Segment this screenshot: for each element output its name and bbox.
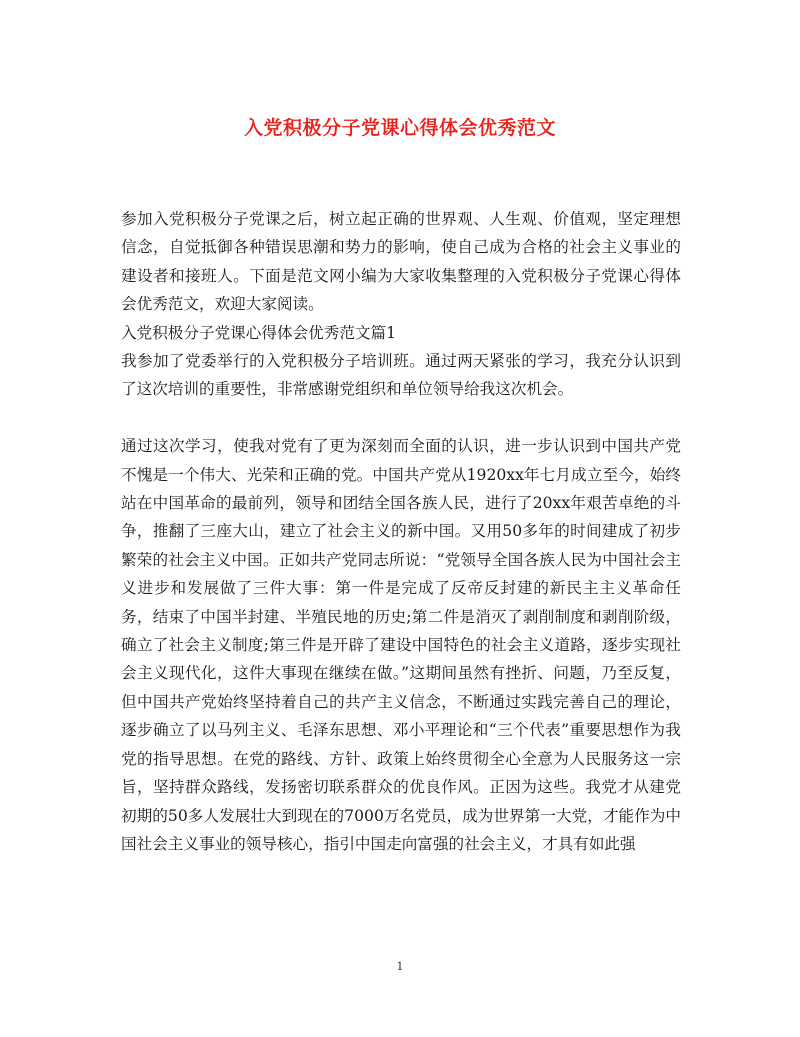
section-heading: 入党积极分子党课心得体会优秀范文篇1 bbox=[121, 323, 397, 342]
body-paragraph-2: 通过这次学习，使我对党有了更为深刻而全面的认识，进一步认识到中国共产党不愧是一个伟大、光荣和正确的党。中国共产党从1920xx年七月成立至今，始终站在中国革命的最前列，领导和团结全国各族人民，进行了20xx年艰苦卓绝的斗争，推翻了三座大山，建立了社会主义的新中国。又用50多年的时间建成了初步繁荣的社会主义中国。正如共产党同志所说：“党领导全国各族人民为中国社会主义进步和发展做了三件大事：第一件是完成了反帝反封建的新民主主义革命任务，结束了中国半封建、半殖民地的历史;第二件是消灭了剥削制度和剥削阶级，确立了社会主义制度;第三件是开辟了建设中国特色的社会主义道路，逐步实现社会主义现代化，这件大事现在继续在做。”这期间虽然有挫折、问题，乃至反复，但中国共产党始终坚持着自己的共产主义信念，不断通过实践完善自己的理论，逐步确立了以马列主义、毛泽东思想、邓小平理论和“三个代表”重要思想作为我党的指导思想。在党的路线、方针、政策上始终贯彻全心全意为人民服务这一宗旨，坚持群众路线，发扬密切联系群众的优良作风。正因为这些。我党才从建党初期的50多人发展壮大到现在的7000万名党员，成为世界第一大党，才能作为中国社会主义事业的领导核心，指引中国走向富强的社会主义，才具有如此强 bbox=[121, 437, 681, 853]
document-body bbox=[121, 205, 681, 858]
page-number: 1 bbox=[396, 960, 404, 973]
intro-paragraph: 参加入党积极分子党课之后，树立起正确的世界观、人生观、价值观，坚定理想信念，自觉抵御各种错误思潮和势力的影响，使自己成为合格的社会主义事业的建设者和接班人。下面是范文网小编为大家收集整理的入党积极分子党课心得体会优秀范文，欢迎大家阅读。 bbox=[121, 210, 681, 314]
page-title: 入党积极分子党课心得体会优秀范文 bbox=[243, 117, 556, 139]
body-paragraph-1: 我参加了党委举行的入党积极分子培训班。通过两天紧张的学习，我充分认识到了这次培训的重要性，非常感谢党组织和单位领导给我这次机会。 bbox=[121, 352, 681, 399]
paragraph-gap bbox=[121, 404, 681, 432]
